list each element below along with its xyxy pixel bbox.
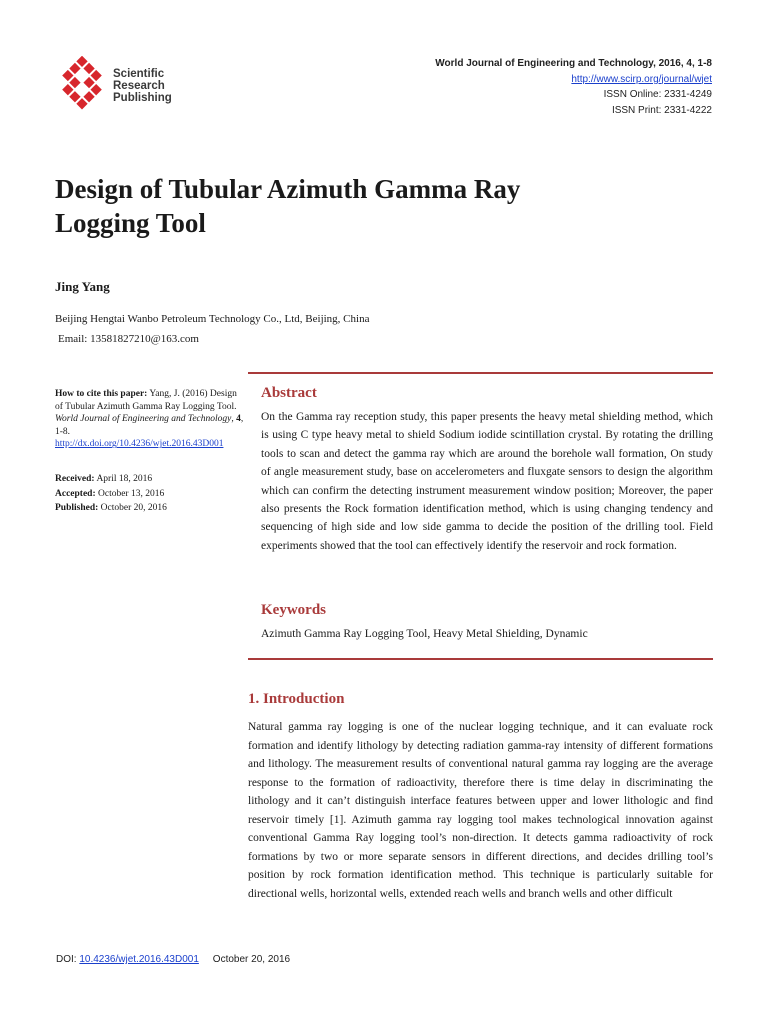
dates-block [55, 472, 245, 516]
citation-text: Yang, J. (2016) Design of Tubular Azimuth Gamma Ray Logging Tool. [55, 389, 237, 412]
issn-online: ISSN Online: 2331-4249 [603, 89, 712, 100]
abstract-top-rule [248, 372, 713, 374]
abstract-heading: Abstract [261, 385, 317, 401]
introduction-text: Natural gamma ray logging is one of the nuclear logging technique, and it can evaluate rock formation and identify lithology by detecting radiation gamma-ray intensity of different formations and lithology. The measurement results of conventional natural gamma ray logging are the average response to the formation of radioactivity, therefore there is time delay in discriminating the lithology and it can’t distinguish interface features between upper and lower lithologic and find reservoir timely [1]. Azimuth gamma ray logging tool makes technological innovation against conventional Gamma Ray logging tool’s non-direction. It detects gamma radioactivity of rock formations by two or more separate sensors in different directions, and decides drilling tool’s position by rock formation identification method. This technique is particularly suitable for directional wells, horizontal wells, extended reach wells and branch wells and other difficult [248, 721, 713, 900]
journal-info [435, 56, 712, 118]
publisher-name-line: Publishing [113, 92, 172, 104]
issn-print: ISSN Print: 2331-4222 [611, 104, 712, 116]
keywords-heading: Keywords [261, 602, 326, 618]
citation-block: How to cite this paper: Yang, J. (2016) Design of Tubular Azimuth Gamma Ray Logging Tool. World Journal of Engineering and Technology, 4, 1-8. http://dx.doi.org/10.4236/wjet.2016.43D001 [55, 389, 244, 450]
citation-volume: 4 [236, 414, 241, 425]
publisher-name-line: Scientific [113, 68, 165, 80]
citation-pages: , 1-8. [55, 414, 244, 437]
introduction-heading: 1. Introduction [248, 691, 345, 707]
citation-label: How to cite this paper: [55, 389, 148, 399]
abstract-bottom-rule [248, 658, 713, 660]
author-name: Jing Yang [55, 279, 110, 294]
received-label: Received: [55, 474, 95, 484]
published-label: Published: [55, 503, 99, 513]
footer-doi-label: DOI: [56, 954, 77, 965]
footer-date: October 20, 2016 [212, 954, 291, 965]
publisher-logo [52, 56, 182, 112]
footer-doi-link[interactable]: 10.4236/wjet.2016.43D001 [79, 954, 199, 965]
page-footer [56, 954, 290, 965]
scirp-logo-icon [52, 56, 112, 112]
published-date: October 20, 2016 [100, 503, 167, 513]
received-date: April 18, 2016 [96, 474, 153, 484]
abstract-text: On the Gamma ray reception study, this paper presents the heavy metal shielding method, which is using C type heavy metal to shield Sodium iodide scintillation crystal. By rotating the drilling tools to scan and detect the gamma ray which are around the borehole wall formation, On study of angle measurement study, base on accelerometers and fluxgate sensors to design the algorithm which can confirm the detecting instrument measurement window position; Moreover, the paper also presents the Rock formation identification method, which is using changing tendency and sequencing of high side and low side gamma to decide the position of the drilling tool. Field experiments showed that the tool can effectively identify the reservoir and rock formation. [261, 411, 713, 552]
journal-url-link[interactable]: http://www.scirp.org/journal/wjet [571, 73, 712, 85]
paper-title: Design of Tubular Azimuth Gamma Ray Logging Tool [55, 174, 521, 238]
accepted-label: Accepted: [55, 488, 96, 499]
accepted-date: October 13, 2016 [98, 488, 165, 499]
author-affiliation: Beijing Hengtai Wanbo Petroleum Technology Co., Ltd, Beijing, China [55, 313, 370, 325]
citation-journal: World Journal of Engineering and Technology [55, 414, 232, 425]
citation-doi-link[interactable]: http://dx.doi.org/10.4236/wjet.2016.43D001 [55, 439, 224, 450]
keywords-text: Azimuth Gamma Ray Logging Tool, Heavy Metal Shielding, Dynamic [261, 628, 588, 640]
author-email: Email: 13581827210@163.com [58, 333, 199, 345]
publisher-name-line: Research [113, 80, 165, 92]
journal-citation: World Journal of Engineering and Technology, 2016, 4, 1-8 [435, 58, 712, 69]
publisher-name [113, 68, 172, 104]
